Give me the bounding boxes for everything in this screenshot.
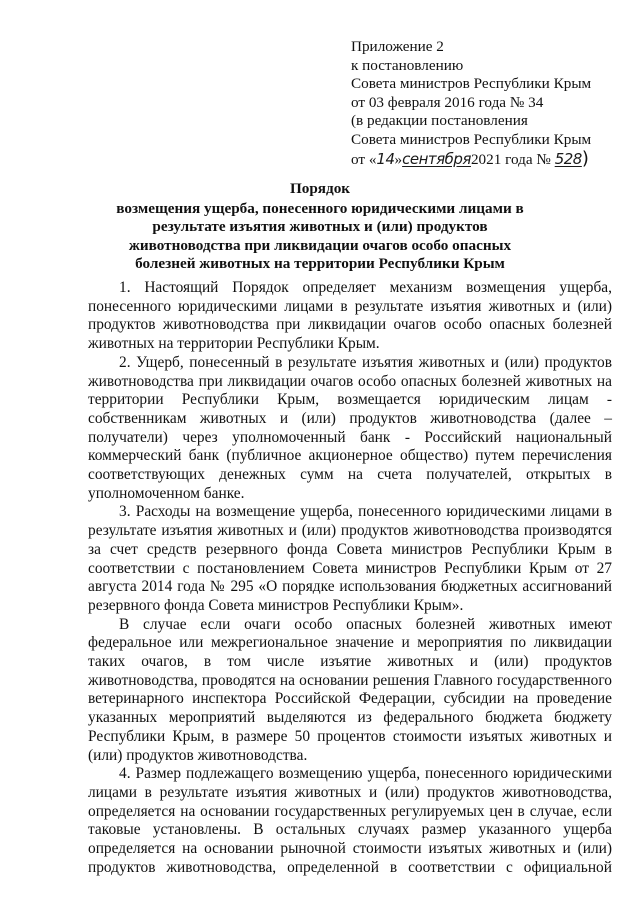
annex-line: Совета министров Республики Крым [351, 130, 592, 148]
annex-line: Совета министров Республики Крым [351, 75, 592, 93]
annex-date-prefix: от « [351, 150, 377, 168]
annex-line: (в редакции постановления [351, 112, 528, 130]
paragraph-4: 4. Размер подлежащего возмещению ущерба, понесенного юридическими лицами в результате изъятия животных и (или) продуктов животноводства, определяется на основании государственных регулируемых цен в случае, если таковые установлены. В остальных случаях размер указанного ущерба определяется на основании рыночной стоимости изъятых животных и (или) продуктов животноводства, определенной в соответствии с официальной [88, 765, 612, 876]
annex-date-quote: » [394, 150, 403, 168]
paragraph-2: 2. Ущерб, понесенный в результате изъятия животных и (или) продуктов животноводства при ликвидации очагов особо опасных болезней животных на территории Республики Крым, возмещается юридическим лицам - собственникам животных и (или) продуктов животноводства (далее – получатели) через уполномоченный банк - Российский национальный коммерческий банк (публичное акционерное общество) путем перечисления соответствующих денежных сумм на счета получателей, открытых в уполномоченном банке. [88, 353, 612, 502]
handwritten-month: сентября [402, 149, 471, 168]
handwritten-number: 528 [554, 149, 582, 168]
paragraph-1: 1. Настоящий Порядок определяет механизм возмещения ущерба, понесенного юридическими лицами в результате изъятия животных и (или) продуктов животноводства при ликвидации очагов особо опасных болезней животных на территории Республики Крым. [88, 279, 612, 353]
paragraph-3-continued: В случае если очаги особо опасных болезней животных имеют федеральное или межрегиональное значение и мероприятия по ликвидации таких очагов, в том числе изъятие животных и (или) продуктов животноводства, проводятся на основании решения Главного государственного ветеринарного инспектора Российской Федерации, субсидии на проведение указанных мероприятий выделяются из федерального бюджета бюджету Республики Крым, в размере 50 процентов стоимости изъятых животных и (или) продуктов животноводства. [88, 615, 612, 764]
annex-date-line [351, 147, 631, 170]
paragraph-3: 3. Расходы на возмещение ущерба, понесенного юридическими лицами в результате изъятия животных и (или) продуктов животноводства производятся за счет средств резервного фонда Совета министров Республики Крым в соответствии с постановлением Совета министров Республики Крым от 27 августа 2014 года № 295 «О порядке использования бюджетных ассигнований резервного фонда Совета министров Республики Крым». [88, 503, 612, 614]
document-body [88, 279, 612, 878]
title-subtitle: возмещения ущерба, понесенного юридическими лицами в результате изъятия животных и (или) продуктов животноводства при ликвидации очагов особо опасных болезней животных на территории Республики Крым [116, 199, 524, 273]
title-heading: Порядок [289, 180, 351, 197]
annex-header [351, 38, 631, 169]
annex-date-year: 2021 года № [470, 150, 551, 168]
annex-line: от 03 февраля 2016 года № 34 [351, 93, 544, 111]
annex-line: к постановлению [351, 56, 464, 74]
handwritten-day: 14 [376, 149, 395, 168]
annex-line: Приложение 2 [351, 38, 444, 55]
handwritten-close-paren: ) [581, 147, 589, 169]
document-title [100, 180, 540, 274]
